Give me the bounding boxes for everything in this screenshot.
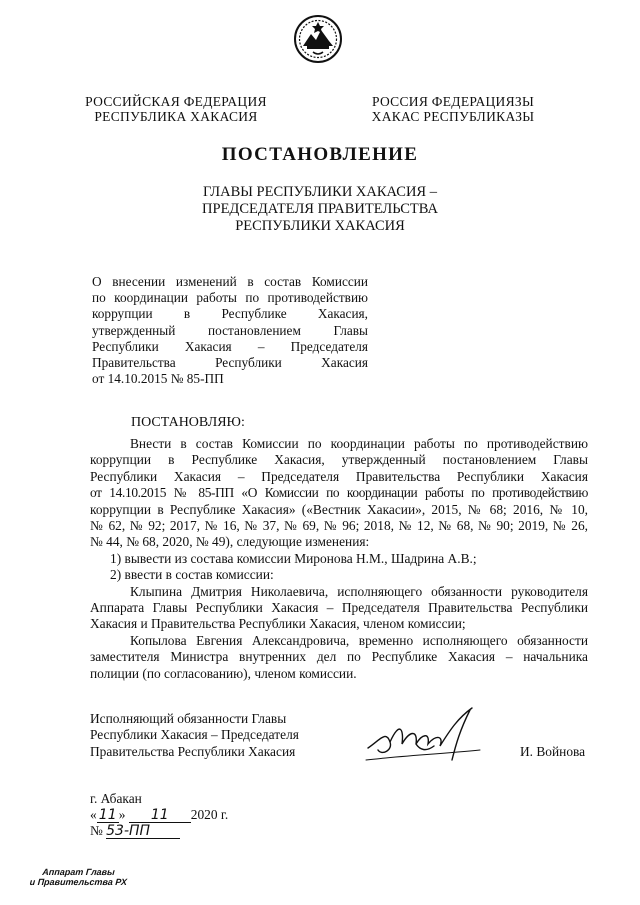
date-day: 11 [97, 808, 119, 823]
number-value: 53-ПП [106, 824, 180, 839]
body-line: коррупции в Республике Хакасия» («Вестник Хакасии», 2015, № 68; 2016, № 10, [90, 501, 588, 517]
body-line: Аппарата Главы Республики Хакасия – Председателя Правительства Республики [90, 600, 588, 616]
handwritten-signature [360, 700, 510, 770]
body-line: Республики Хакасия – Председателя Правительства Республики Хакасия [90, 468, 588, 484]
date-line [90, 807, 290, 823]
body-line: от 14.10.2015 № 85-ПП «О Комиссии по координации работы по противодействию [90, 485, 588, 501]
header-left-line: РЕСПУБЛИКА ХАКАСИЯ [94, 109, 258, 124]
subject-block [92, 274, 368, 387]
stamp-line: и Правительства РХ [29, 877, 128, 887]
place: г. Абакан [90, 791, 142, 806]
position-line: Исполняющий обязанности Главы [90, 711, 287, 726]
body-line: полиции (по согласованию), членом комиссии. [90, 665, 357, 681]
subject-line: по координации работы по противодействию [92, 290, 368, 306]
list-item: 2) ввести в состав комиссии: [110, 567, 274, 583]
number-prefix: № [90, 823, 103, 838]
body-line: Внести в состав Комиссии по координации работы по противодействию [130, 436, 588, 451]
signatory-position [90, 711, 350, 760]
subtitle-line: ПРЕДСЕДАТЕЛЯ ПРАВИТЕЛЬСТВА [202, 201, 438, 217]
decree-word: ПОСТАНОВЛЯЮ: [131, 415, 245, 430]
header-right-line: РОССИЯ ФЕДЕРАЦИЯЗЫ [371, 94, 535, 109]
document-body [90, 436, 588, 682]
coat-of-arms-emblem [293, 14, 343, 64]
subject-line: утвержденный постановлением Главы [92, 322, 368, 338]
date-year: 2020 г. [190, 807, 229, 822]
subject-line: от 14.10.2015 № 85-ПП [92, 371, 224, 387]
number-line [90, 823, 290, 839]
date-close-quote: » [118, 807, 126, 822]
position-line: Правительства Республики Хакасия [90, 743, 296, 759]
list-item: 1) вывести из состава комиссии Миронова Н.М., Шадрина А.В.; [110, 550, 477, 566]
office-stamp [29, 867, 128, 887]
subject-line: коррупции в Республике Хакасия, [92, 306, 368, 322]
date-open-quote: « [90, 807, 97, 822]
header-right-line: ХАКАС РЕСПУБЛИКАЗЫ [371, 109, 535, 124]
body-line: Хакасия и Правительства Республики Хакасия, членом комиссии; [90, 616, 466, 632]
header-right [358, 94, 548, 124]
position-line: Республики Хакасия – Председателя [90, 727, 299, 743]
subject-line: О внесении изменений в состав Комиссии [92, 274, 368, 289]
body-line: № 62, № 92; 2017, № 16, № 37, № 69, № 96; 2018, № 12, № 68, № 90; 2019, № 26, [90, 518, 588, 534]
body-line: Копылова Евгения Александровича, временно исполняющего обязанности [130, 632, 588, 648]
date-month: 11 [129, 808, 191, 823]
issuer-subtitle [150, 184, 490, 235]
subject-line: Правительства Республики Хакасия [92, 355, 368, 371]
subtitle-line: РЕСПУБЛИКИ ХАКАСИЯ [235, 218, 405, 234]
body-line: № 44, № 68, 2020, № 49), следующие изменения: [90, 534, 370, 550]
body-line: заместителя Министра внутренних дел по Республике Хакасия – начальника [90, 649, 588, 665]
header-left [76, 94, 276, 124]
subject-line: Республики Хакасия – Председателя [92, 338, 368, 354]
header-left-line: РОССИЙСКАЯ ФЕДЕРАЦИЯ [85, 94, 267, 109]
body-line: коррупции в Республике Хакасия, утвержденный постановлением Главы [90, 452, 588, 468]
document-title: ПОСТАНОВЛЕНИЕ [221, 144, 419, 165]
signatory-name: И. Войнова [520, 744, 586, 759]
place-date-number [90, 791, 290, 839]
stamp-line: Аппарат Главы [42, 867, 116, 877]
subtitle-line: ГЛАВЫ РЕСПУБЛИКИ ХАКАСИЯ – [203, 184, 437, 200]
body-line: Клыпина Дмитрия Николаевича, исполняющего обязанности руководителя [130, 583, 588, 599]
